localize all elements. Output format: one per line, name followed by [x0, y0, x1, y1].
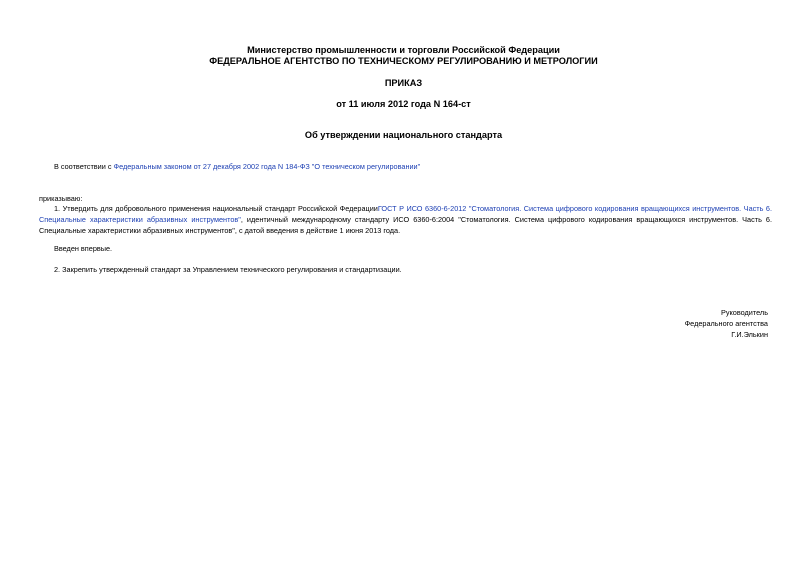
signature-agency: Федерального агентства	[684, 319, 768, 328]
preamble-prefix: В соответствии с	[54, 162, 114, 171]
signature-name: Г.И.Элькин	[731, 330, 768, 339]
gost-standard-link[interactable]: ГОСТ Р ИСО 6360-6-2012 "Стоматология. Система цифрового кодирования вращающихся инструментов. Часть 6. Специальные характеристики абразивных инструментов"	[39, 204, 773, 224]
order-word: приказываю:	[39, 194, 83, 203]
agency-heading: ФЕДЕРАЛЬНОЕ АГЕНТСТВО ПО ТЕХНИЧЕСКОМУ РЕГУЛИРОВАНИЮ И МЕТРОЛОГИИ	[209, 56, 598, 66]
subject-heading: Об утверждении национального стандарта	[304, 130, 503, 140]
federal-law-link[interactable]: Федеральным законом от 27 декабря 2002 года N 184-ФЗ "О техническом регулировании"	[113, 162, 421, 171]
first-introduced-note: Введен впервые.	[54, 244, 113, 253]
date-number-heading: от 11 июля 2012 года N 164-ст	[336, 99, 471, 109]
preamble	[54, 162, 420, 172]
signature-title: Руководитель	[720, 308, 768, 317]
item-1-paragraph	[39, 203, 772, 236]
item-2-paragraph: 2. Закрепить утвержденный стандарт за Управлением технического регулирования и стандартизации.	[54, 265, 402, 274]
doc-type-heading: ПРИКАЗ	[384, 78, 423, 88]
item-1-suffix: , идентичный международному стандарту ИСО 6360-6:2004 "Стоматология. Система цифрового кодирования вращающихся инструментов. Часть 6. Специальные характеристики абразивных инструментов", с датой введения в действие 1 июня 2013 года.	[39, 215, 772, 235]
item-1-prefix: 1. Утвердить для добровольного применения национальный стандарт Российской Федерации	[54, 204, 378, 213]
ministry-heading: Министерство промышленности и торговли Российской Федерации	[247, 45, 560, 55]
